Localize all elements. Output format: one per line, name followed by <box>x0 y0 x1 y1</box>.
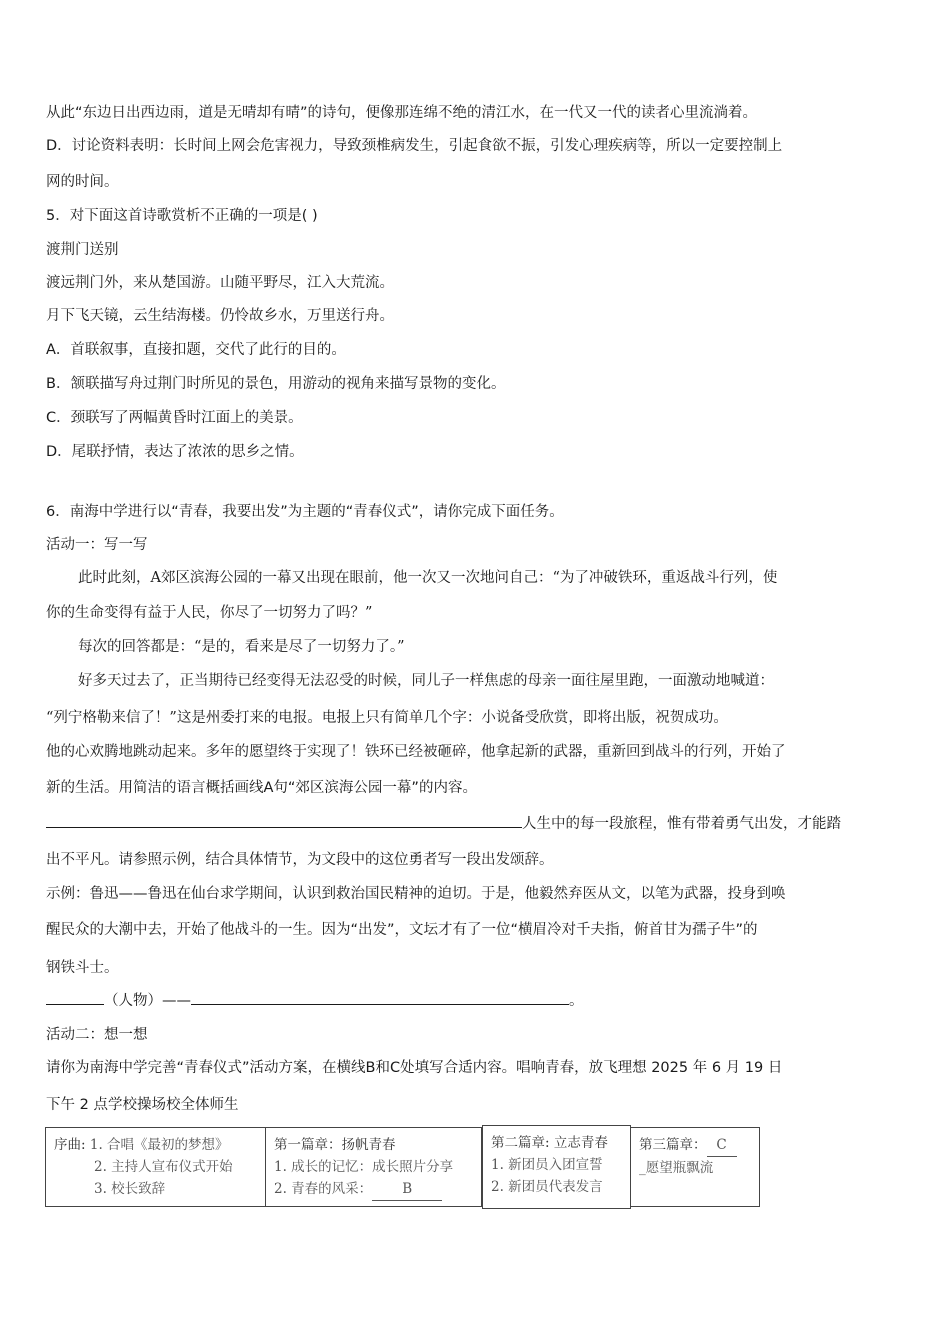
question-5: 5．对下面这首诗歌赏析不正确的一项是( ) <box>46 208 318 224</box>
option-d: D．尾联抒情，表达了浓浓的思乡之情。 <box>46 444 304 460</box>
option-d-line: D．讨论资料表明：长时间上网会危害视力，导致颈椎病发生，引起食欲不振，引发心理疾病等，所以一定要控制上 <box>46 138 783 154</box>
plan-prompt: 请你为南海中学完善“青春仪式”活动方案，在横线B和C处填写合适内容。唱响青春，放飞理想 2025 年 6 月 19 日 <box>46 1060 783 1076</box>
prelude-label: 序曲: <box>54 1137 86 1153</box>
chapter-2-item: 2. 新团员代表发言 <box>491 1179 603 1195</box>
poem-line: 渡远荆门外，来从楚国游。山随平野尽，江入大荒流。 <box>46 275 394 291</box>
plan-chapter-3-cell <box>630 1127 760 1207</box>
text-line: 出不平凡。请参照示例，结合具体情节，为文段中的这位勇者写一段出发颂辞。 <box>46 852 554 868</box>
passage-line: “列宁格勒来信了！”这是州委打来的电报。电报上只有简单几个字：小说备受欣赏，即将出版，祝贺成功。 <box>46 710 728 726</box>
question-6: 6．南海中学进行以“青春，我要出发”为主题的“青春仪式”，请你完成下面任务。 <box>46 504 564 520</box>
blank-c[interactable]: C <box>707 1134 737 1157</box>
task-prompt: 新的生活。用简洁的语言概括画线A句“郊区滨海公园一幕”的内容。 <box>46 780 477 796</box>
answer-blank[interactable] <box>46 813 522 828</box>
example-line: 钢铁斗士。 <box>46 960 119 976</box>
text-segment: （人物）—— <box>104 993 191 1009</box>
blank-b[interactable]: B <box>372 1178 442 1201</box>
activity-1-heading: 活动一：写一写 <box>46 537 148 553</box>
plan-chapter-1-cell <box>265 1127 482 1207</box>
chapter-2-item: 1. 新团员入团宣誓 <box>491 1157 603 1173</box>
poem-title: 渡荆门送别 <box>46 242 119 258</box>
chapter-3-item: _愿望瓶飘流 <box>639 1160 714 1176</box>
example-line: 示例：鲁迅——鲁迅在仙台求学期间，认识到救治国民精神的迫切。于是，他毅然弃医从文，以笔为武器，投身到唤 <box>46 886 786 902</box>
option-b: B．颔联描写舟过荆门时所见的景色，用游动的视角来描写景物的变化。 <box>46 376 506 392</box>
option-a: A．首联叙事，直接扣题，交代了此行的目的。 <box>46 342 346 358</box>
chapter-1-title: 第一篇章：扬帆青春 <box>274 1137 396 1153</box>
text-line: 网的时间。 <box>46 174 119 190</box>
poem-line: 月下飞天镜，云生结海楼。仍怜故乡水，万里送行舟。 <box>46 308 394 324</box>
chapter-1-item: 1. 成长的记忆：成长照片分享 <box>274 1159 454 1175</box>
prelude-item: 2. 主持人宣布仪式开始 <box>94 1159 233 1175</box>
passage-line: 每次的回答都是：“是的，看来是尽了一切努力了。” <box>78 639 405 655</box>
plan-prelude-cell <box>45 1127 266 1207</box>
plan-prompt: 下午 2 点学校操场校全体师生 <box>46 1097 239 1113</box>
prelude-item: 3. 校长致辞 <box>94 1181 166 1197</box>
passage-line: 你的生命变得有益于人民，你尽了一切努力了吗？” <box>46 605 373 621</box>
chapter-3-title: 第三篇章： <box>639 1137 707 1153</box>
chapter-1-item: 2. 青春的风采： <box>274 1181 373 1197</box>
passage-line: 好多天过去了，正当期待已经变得无法忍受的时候，同儿子一样焦虑的母亲一面往屋里跑，一面激动地喊道： <box>78 673 774 689</box>
text-segment: 。 <box>569 993 584 1009</box>
chapter-2-title: 第二篇章: 立志青春 <box>491 1135 608 1151</box>
passage-line: 此时此刻，A郊区滨海公园的一幕又出现在眼前，他一次又一次地问自己：“为了冲破铁环，重返战斗行列，使 <box>78 570 778 586</box>
plan-chapter-2-cell <box>482 1125 631 1209</box>
prelude-item: 1. 合唱《最初的梦想》 <box>89 1137 229 1153</box>
option-c: C．颈联写了两幅黄昏时江面上的美景。 <box>46 410 303 426</box>
tribute-blank[interactable] <box>191 990 569 1005</box>
activity-2-heading: 活动二：想一想 <box>46 1027 148 1043</box>
passage-line: 他的心欢腾地跳动起来。多年的愿望终于实现了！铁环已经被砸碎，他拿起新的武器，重新回到战斗的行列，开始了 <box>46 744 786 760</box>
example-line: 醒民众的大潮中去，开始了他战斗的一生。因为“出发”，文坛才有了一位“横眉冷对千夫指，俯首甘为孺子牛”的 <box>46 922 758 938</box>
text-line: 从此“东边日出西边雨，道是无晴却有晴”的诗句，便像那连绵不绝的清江水，在一代又一代的读者心里流淌着。 <box>46 105 758 121</box>
answer-line <box>46 813 908 834</box>
person-answer-line <box>46 990 908 1011</box>
text-segment: 人生中的每一段旅程，惟有带着勇气出发，才能踏 <box>522 816 841 832</box>
person-blank[interactable] <box>46 990 104 1005</box>
